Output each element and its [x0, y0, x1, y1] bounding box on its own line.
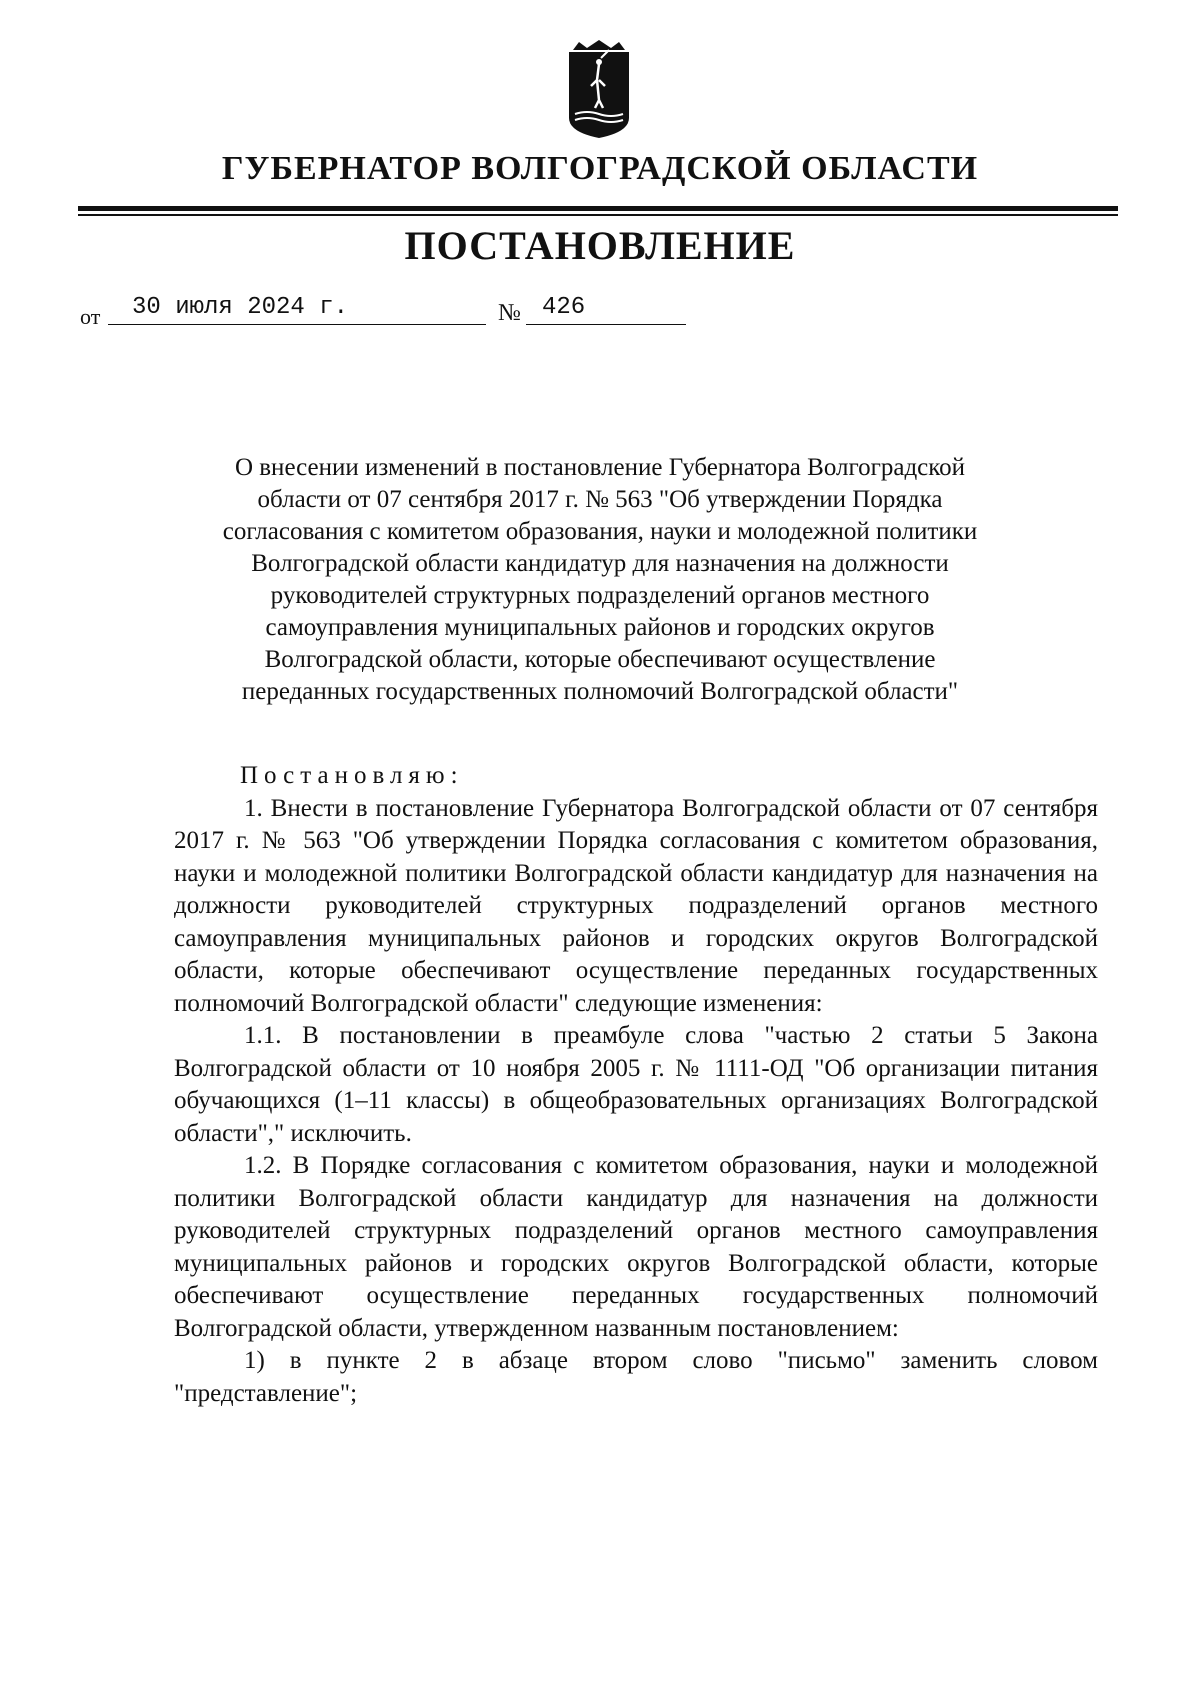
header-rule-thick	[78, 206, 1118, 211]
date-label: от	[80, 304, 101, 329]
body-paragraph: 1) в пункте 2 в абзаце втором слово "письмо" заменить словом "представление";	[174, 1347, 1098, 1407]
number-field	[526, 296, 686, 325]
date-value: 30 июля 2024 г.	[132, 294, 349, 321]
header-rule-thin	[78, 214, 1118, 216]
title-line: О внесении изменений в постановление Губернатора Волгоградской	[234, 454, 966, 481]
number-value: 426	[542, 294, 586, 321]
date-number-row	[0, 296, 1200, 330]
title-line: руководителей структурных подразделений органов местного	[270, 582, 930, 609]
decree-word: Постановляю:	[240, 762, 464, 789]
coat-of-arms-icon	[557, 40, 641, 140]
document-title	[150, 452, 1050, 708]
document-body	[174, 760, 1098, 1410]
title-line: согласования с комитетом образования, науки и молодежной политики	[222, 518, 978, 545]
body-paragraph: 1.2. В Порядке согласования с комитетом образования, науки и молодежной политики Волгоградской области кандидатур для назначения на должности руководителей структурных подразделений органов местного самоуправления муниципальных районов и городских округов Волгоградской области, которые обеспечивают осуществление переданных государственных полномочий Волгоградской области, утвержденном названным постановлением:	[174, 1152, 1098, 1342]
title-line: Волгоградской области, которые обеспечивают осуществление	[264, 646, 936, 673]
body-paragraph: 1. Внести в постановление Губернатора Волгоградской области от 07 сентября 2017 г. № 563 "Об утверждении Порядка согласования с комитетом образования, науки и молодежной политики Волгоградской области кандидатур для назначения на должности руководителей структурных подразделений органов местного самоуправления муниципальных районов и городских округов Волгоградской области, которые обеспечивают осуществление переданных государственных полномочий Волгоградской области" следующие изменения:	[174, 794, 1098, 1017]
issuing-authority: ГУБЕРНАТОР ВОЛГОГРАДСКОЙ ОБЛАСТИ	[221, 150, 979, 187]
title-line: самоуправления муниципальных районов и городских округов	[265, 614, 935, 641]
number-label: №	[498, 300, 521, 326]
title-line: Волгоградской области кандидатур для назначения на должности	[251, 550, 949, 577]
document-type: ПОСТАНОВЛЕНИЕ	[404, 223, 796, 268]
body-paragraph: 1.1. В постановлении в преамбуле слова "частью 2 статьи 5 Закона Волгоградской области от 10 ноября 2005 г. № 1111-ОД "Об организации питания обучающихся (1–11 классы) в общеобразовательных организациях Волгоградской области"," исключить.	[174, 1022, 1098, 1147]
title-line: области от 07 сентября 2017 г. № 563 "Об утверждении Порядка	[257, 486, 943, 513]
date-field	[108, 296, 486, 325]
title-line: переданных государственных полномочий Волгоградской области"	[241, 678, 959, 705]
